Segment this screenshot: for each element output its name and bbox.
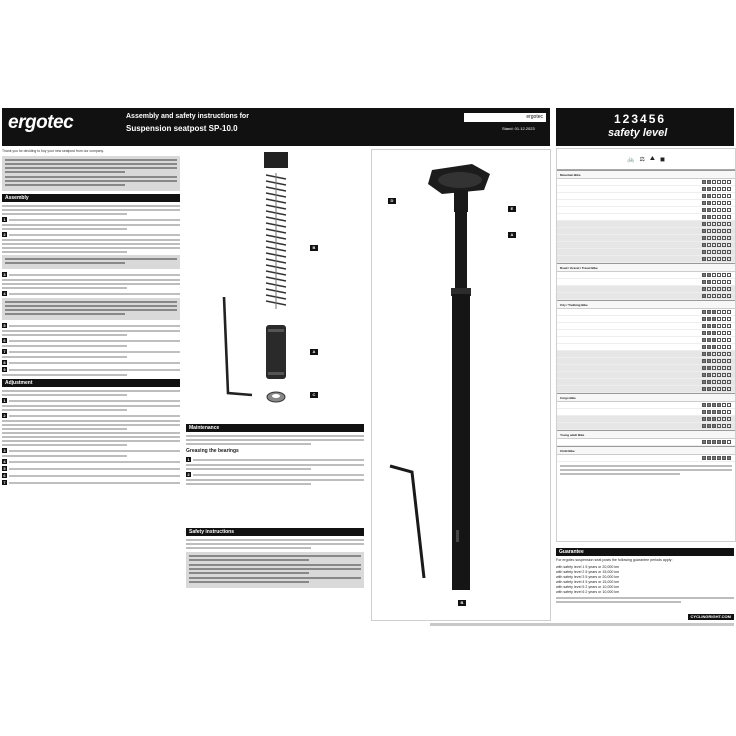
weight-icon: ◼ (659, 156, 665, 163)
terrain-icon: ⛰ (649, 155, 655, 162)
guarantee-title: Guarantee (556, 548, 734, 556)
product-panel (371, 149, 551, 621)
seatpost-illustration (372, 150, 550, 620)
callout-b: B (310, 245, 318, 251)
section-title-adjustment: Adjustment (2, 379, 180, 387)
maintenance-title: Maintenance (186, 424, 364, 432)
guarantee-lead: For ergotec suspension seat posts the following guarantee periods apply: (556, 558, 673, 562)
city-rows (557, 309, 735, 393)
callout-a: A (310, 349, 318, 355)
left-column: Thank you for deciding to buy your new seatpost from our company. Assembly 1 2 3 4 5 6 7 8 9 Adjustment 1 2 3 4 5 6 7 (2, 149, 180, 589)
doc-date: Stand: 01.12.2023 (502, 126, 535, 131)
doc-title-line-1: Assembly and safety instructions for (126, 113, 249, 120)
brand-label-box: ergotec (464, 113, 546, 122)
safety-level-header (556, 108, 734, 146)
section-title-assembly: Assembly (2, 194, 180, 202)
guarantee-row-4: with safety level 4 5 years or 15,000 km (556, 580, 620, 584)
guarantee-footer: CYCLINGRIGHT.COM (688, 614, 734, 620)
footer-note (430, 623, 734, 626)
warning-box-1 (2, 156, 180, 191)
group-title-road: Road / Gravel / Travel Bike (557, 263, 735, 272)
group-title-mtb: Mountain Bike (557, 170, 735, 179)
adjustment-steps: 1 2 3 4 5 6 7 (2, 390, 180, 485)
doc-title-line-2: Suspension seatpost SP-10.0 (126, 124, 238, 133)
intro-text: Thank you for deciding to buy your new seatpost from our company. (2, 149, 104, 153)
warning-box-4 (186, 552, 364, 588)
group-title-young-adult: Young adult Bike (557, 430, 735, 439)
usage-table (556, 148, 736, 542)
guarantee-row-2: with safety level 2 5 years or 15,000 km (556, 570, 620, 574)
group-title-cargo: Cargo Bike (557, 393, 735, 402)
group-title-city: City / Trekking Bike (557, 300, 735, 309)
guarantee-section (556, 548, 734, 620)
callout-a2: A (508, 232, 516, 238)
callout-b2: B (458, 600, 466, 606)
safety-section (186, 528, 364, 620)
guarantee-row-5: with safety level 5 2 years or 10,000 km (556, 585, 620, 589)
guarantee-row-6: with safety level 6 2 years or 10,000 km (556, 590, 620, 594)
warning-box-2 (2, 255, 180, 269)
safety-level-subtitle: safety level (608, 127, 668, 139)
exploded-view (186, 149, 364, 413)
usage-icons-row (557, 149, 735, 170)
safety-level-numbers: 123456 (614, 112, 667, 126)
group-title-child: Child Bike (557, 446, 735, 455)
cargo-rows (557, 402, 735, 430)
exploded-diagram (186, 149, 364, 413)
greasing-title: Greasing the bearings (186, 448, 239, 454)
load-icon: ⚖ (639, 156, 645, 163)
assembly-steps: 1 2 (2, 205, 180, 253)
road-rows (557, 272, 735, 300)
guarantee-row-1: with safety level 1 5 years or 20,000 km (556, 565, 620, 569)
safety-title: Safety instructions (186, 528, 364, 536)
header-left (2, 108, 550, 146)
warning-box-3 (2, 298, 180, 320)
maintenance-section: Maintenance Greasing the bearings 1 2 (186, 424, 364, 520)
mtb-rows (557, 179, 735, 263)
callout-c: C (310, 392, 318, 398)
guarantee-row-3: with safety level 3 5 years or 20,000 km (556, 575, 620, 579)
brand-logo: ergotec (8, 112, 74, 133)
callout-d: D (388, 198, 396, 204)
rider-icon: 🚲 (627, 156, 635, 163)
callout-e: E (508, 206, 516, 212)
